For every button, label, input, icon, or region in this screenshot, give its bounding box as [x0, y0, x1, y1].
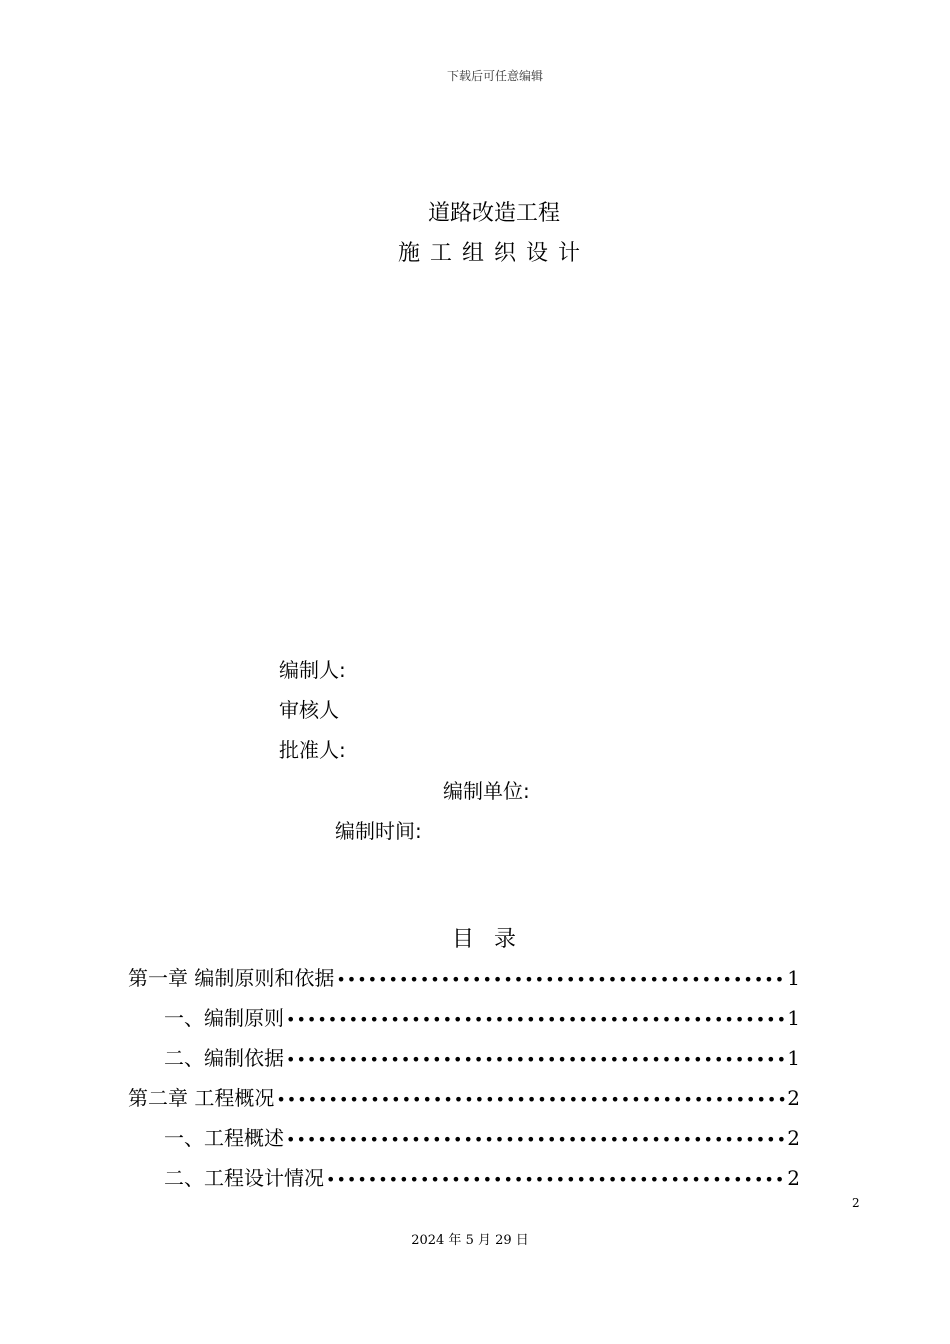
header-note: 下载后可任意编辑 [446, 69, 543, 83]
toc-entry[interactable] [128, 958, 800, 998]
toc-title: 目录 [451, 927, 536, 952]
approver-label: 批准人: [279, 738, 346, 762]
table-of-contents [128, 958, 800, 1198]
toc-entry[interactable] [128, 1078, 800, 1118]
compiler-label: 编制人: [279, 658, 346, 682]
toc-entry-label: 二、工程设计情况 [164, 1166, 324, 1190]
toc-leader-dots [336, 960, 785, 1000]
reviewer-label: 审核人 [279, 698, 339, 722]
document-title: 道路改造工程 [427, 201, 560, 226]
toc-entry[interactable] [128, 1038, 800, 1078]
page-number: 2 [852, 1196, 860, 1210]
toc-leader-dots [286, 1040, 785, 1080]
toc-entry[interactable] [128, 998, 800, 1038]
toc-leader-dots [286, 1120, 785, 1160]
toc-entry-page: 1 [787, 1006, 800, 1030]
toc-entry-page: 2 [787, 1166, 800, 1190]
toc-entry-label: 一、编制原则 [164, 1006, 284, 1030]
toc-entry[interactable] [128, 1118, 800, 1158]
document-subtitle: 施工组织设计 [397, 241, 590, 266]
toc-entry-label: 第二章 工程概况 [128, 1086, 275, 1110]
toc-entry-page: 1 [787, 1046, 800, 1070]
toc-entry[interactable] [128, 1158, 800, 1198]
compiling-unit-label: 编制单位: [443, 779, 530, 803]
compiling-time-label: 编制时间: [335, 819, 422, 843]
toc-leader-dots [286, 1000, 785, 1040]
toc-leader-dots [276, 1080, 785, 1120]
toc-entry-page: 1 [787, 966, 800, 990]
toc-entry-page: 2 [787, 1086, 800, 1110]
toc-entry-label: 二、编制依据 [164, 1046, 284, 1070]
toc-entry-label: 第一章 编制原则和依据 [128, 966, 335, 990]
footer-date: 2024 年 5 月 29 日 [411, 1233, 529, 1248]
toc-entry-label: 一、工程概述 [164, 1126, 284, 1150]
toc-leader-dots [326, 1160, 785, 1200]
toc-entry-page: 2 [787, 1126, 800, 1150]
